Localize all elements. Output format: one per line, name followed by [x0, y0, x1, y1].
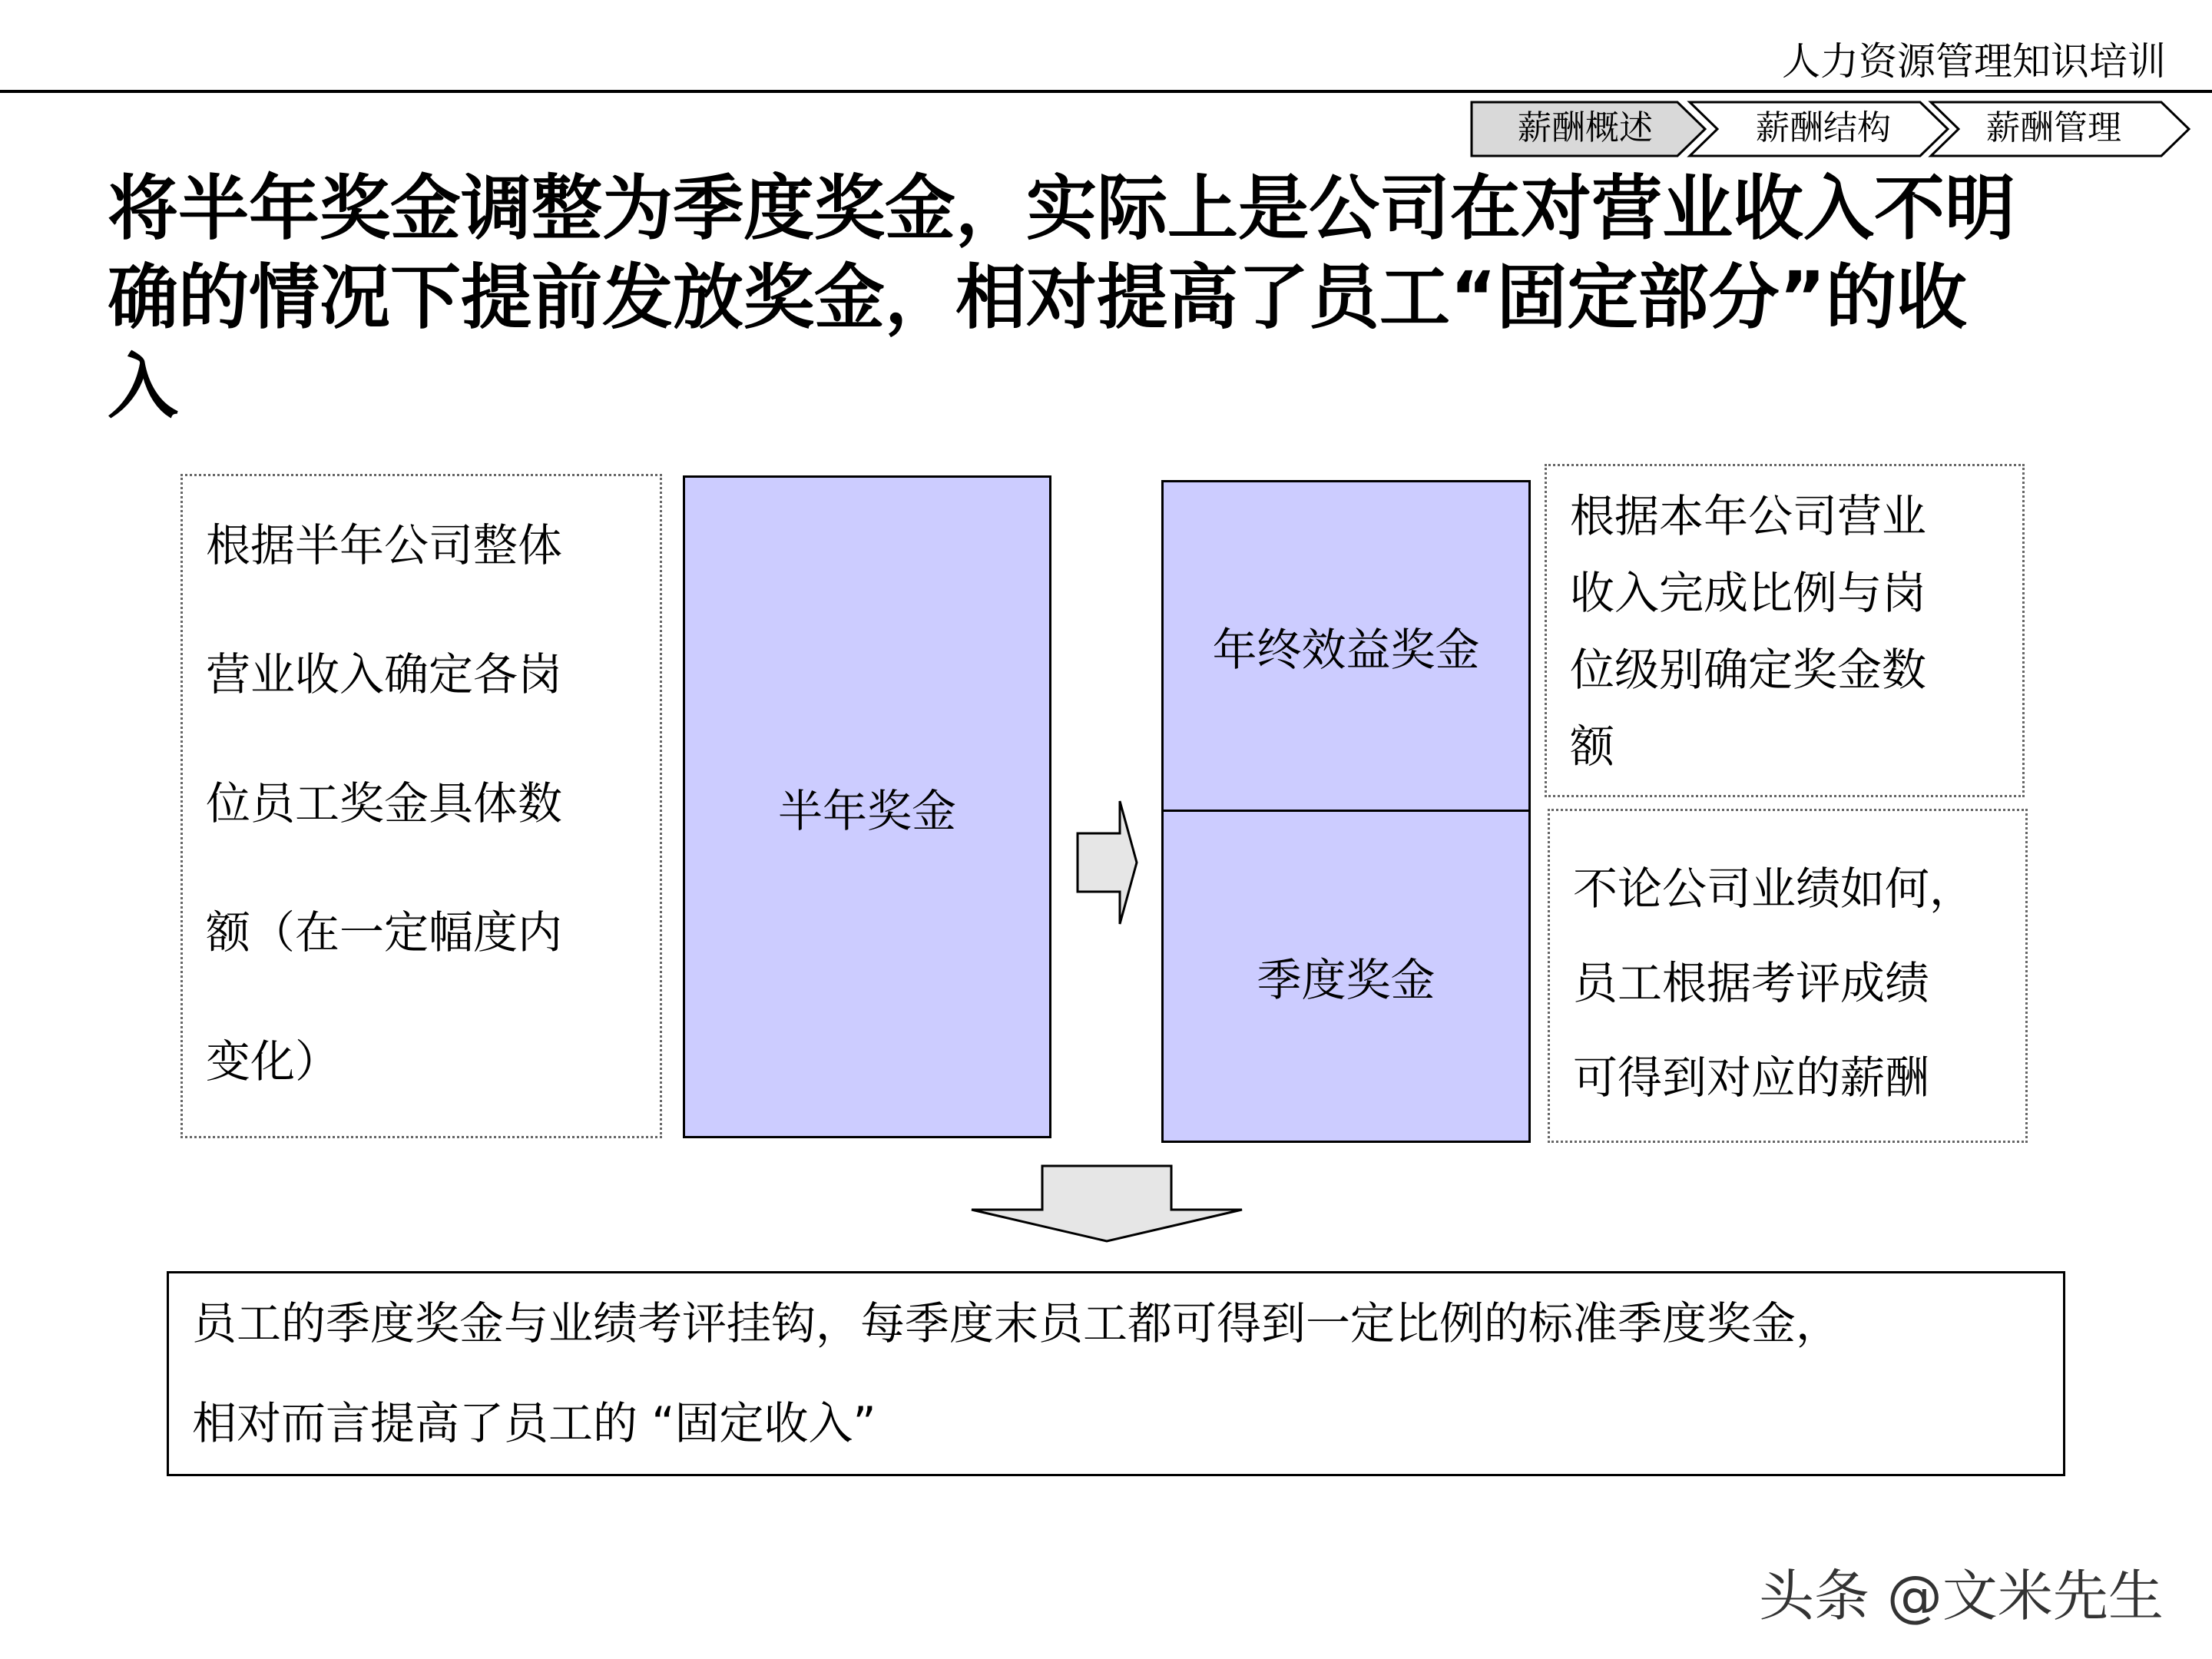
half-year-bonus-box — [683, 475, 1051, 1138]
year-end-bonus-label: 年终效益奖金 — [1212, 623, 1480, 676]
note-line: 收入完成比例与岗 — [1570, 567, 1927, 619]
course-title: 人力资源管理知识培训 — [1782, 39, 2166, 84]
quarterly-bonus-label: 季度奖金 — [1257, 953, 1435, 1006]
quarterly-bonus-box — [1164, 812, 1528, 1141]
nav-step-label: 薪酬概述 — [1518, 108, 1653, 147]
nav-step-3[interactable] — [1931, 102, 2189, 156]
note-line: 额 — [1570, 720, 1615, 773]
note-line: 员工根据考评成绩 — [1573, 957, 1930, 1009]
right-arrow-icon — [1075, 799, 1140, 926]
nav-step-label: 薪酬结构 — [1756, 108, 1891, 147]
note-line: 位级别确定奖金数 — [1570, 644, 1927, 696]
note-line: 不论公司业绩如何， — [1573, 863, 1975, 915]
conclusion-box — [167, 1271, 2065, 1476]
year-end-bonus-box — [1164, 482, 1528, 812]
title-line: 确的情况下提前发放奖金，相对提高了员工“固定部分”的收 — [108, 257, 1967, 339]
half-year-bonus-label: 半年奖金 — [777, 784, 956, 837]
title-line: 将半年奖金调整为季度奖金，实际上是公司在对营业收入不明 — [108, 167, 2016, 250]
note-line: 额（在一定幅度内 — [206, 906, 563, 959]
title-line: 入 — [108, 346, 179, 428]
note-line: 位员工奖金具体数 — [206, 777, 563, 830]
quarterly-note — [1548, 809, 2028, 1143]
conclusion-line: 相对而言提高了员工的 “固定收入” — [192, 1397, 876, 1449]
half-year-note — [180, 474, 662, 1138]
year-end-note — [1545, 464, 2025, 797]
header-divider — [0, 90, 2212, 93]
new-bonus-structure — [1161, 480, 1531, 1143]
note-line: 可得到对应的薪酬 — [1573, 1051, 1930, 1104]
conclusion-line: 员工的季度奖金与业绩考评挂钩，每季度末员工都可得到一定比例的标准季度奖金， — [192, 1297, 1841, 1349]
note-line: 根据本年公司营业 — [1570, 490, 1927, 542]
watermark: 头条 @文米先生 — [1759, 1564, 2164, 1628]
note-line: 变化） — [206, 1035, 340, 1088]
step-nav — [1470, 100, 2192, 158]
nav-step-2[interactable] — [1690, 102, 1948, 156]
slide-title — [108, 164, 2197, 432]
note-line: 根据半年公司整体 — [206, 519, 563, 571]
note-line: 营业收入确定各岗 — [206, 648, 563, 700]
nav-step-1[interactable] — [1472, 102, 1705, 156]
nav-step-label: 薪酬管理 — [1986, 108, 2121, 147]
down-arrow-icon — [969, 1164, 1244, 1243]
